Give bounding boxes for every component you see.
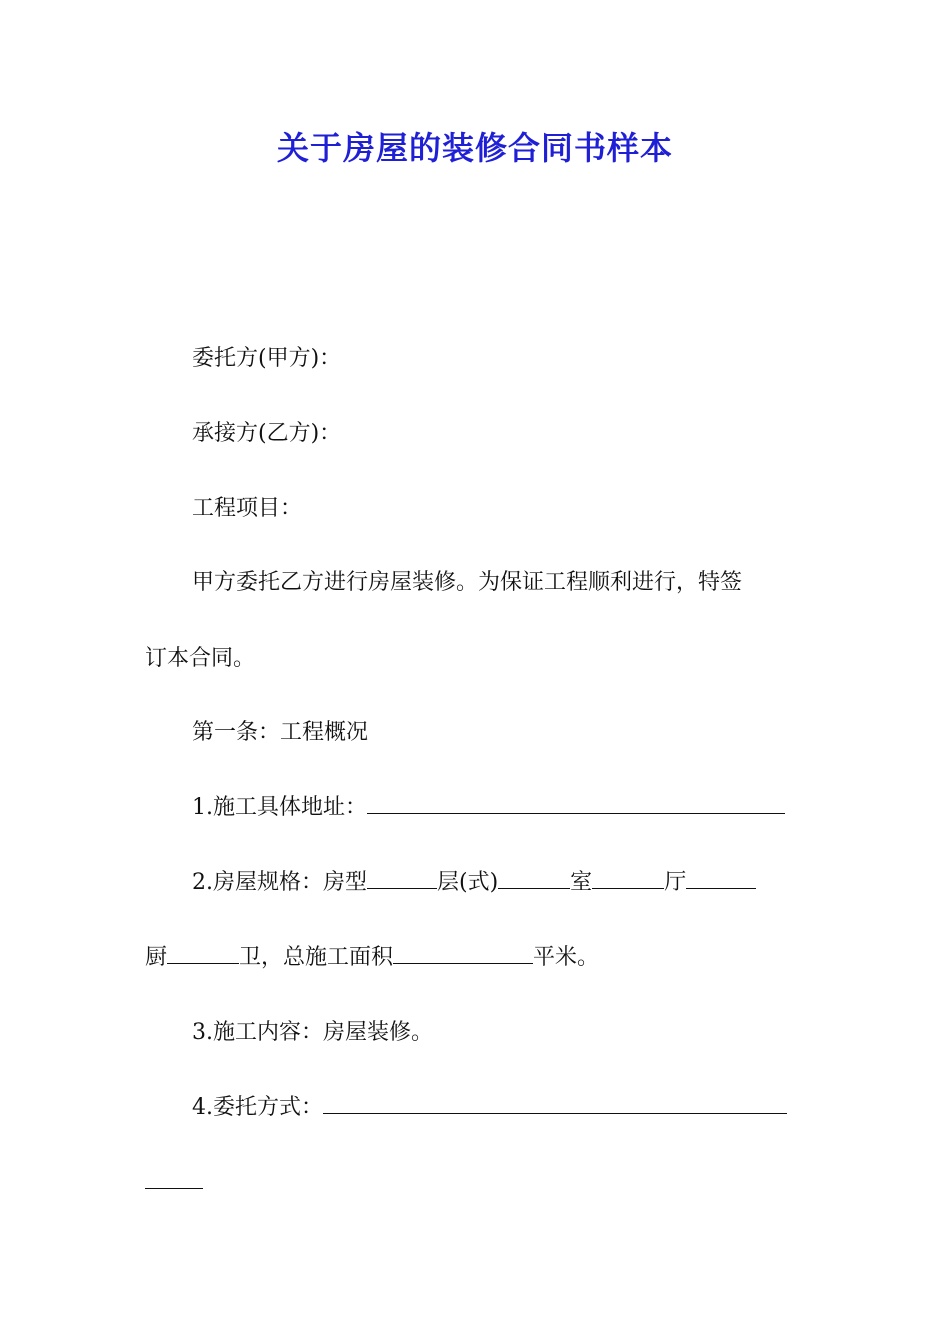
hall-blank: [592, 868, 664, 889]
item-2-ceng: 层(式): [437, 870, 499, 895]
bath-blank: [167, 943, 239, 964]
method-blank: [323, 1093, 787, 1114]
item-2-unit: 平米。: [533, 945, 600, 970]
intro-line-1: 甲方委托乙方进行房屋装修。为保证工程顺利进行，特签: [192, 570, 743, 595]
item-2-spec-line-1: [192, 868, 756, 898]
project-label: 工程项目：: [192, 496, 303, 521]
document-title: 关于房屋的装修合同书样本: [276, 129, 673, 167]
party-b-label: 承接方(乙方)：: [192, 421, 342, 446]
item-2-spec-line-2: [145, 943, 599, 973]
room-blank: [498, 868, 570, 889]
method-blank-2: [145, 1168, 203, 1189]
method-blank-continued: [145, 1168, 203, 1198]
party-a-label: 委托方(甲方)：: [192, 346, 342, 371]
item-4-method: [192, 1093, 787, 1123]
item-2-shi: 室: [570, 870, 593, 895]
area-blank: [393, 943, 533, 964]
item-2-wei: 卫，总施工面积: [239, 945, 394, 970]
item-1-address: [192, 793, 785, 823]
layer-blank: [367, 868, 437, 889]
item-4-label: 4.委托方式：: [192, 1095, 323, 1120]
article-1-heading: 第一条：工程概况: [192, 720, 369, 745]
item-1-label: 1.施工具体地址：: [192, 795, 367, 820]
item-2-chu: 厨: [145, 945, 168, 970]
item-2-ting: 厅: [664, 870, 687, 895]
item-3-content: 3.施工内容：房屋装修。: [192, 1020, 433, 1045]
address-blank: [367, 793, 785, 814]
kitchen-blank: [686, 868, 756, 889]
item-2-prefix: 2.房屋规格：房型: [192, 870, 367, 895]
intro-line-2: 订本合同。: [145, 646, 256, 671]
